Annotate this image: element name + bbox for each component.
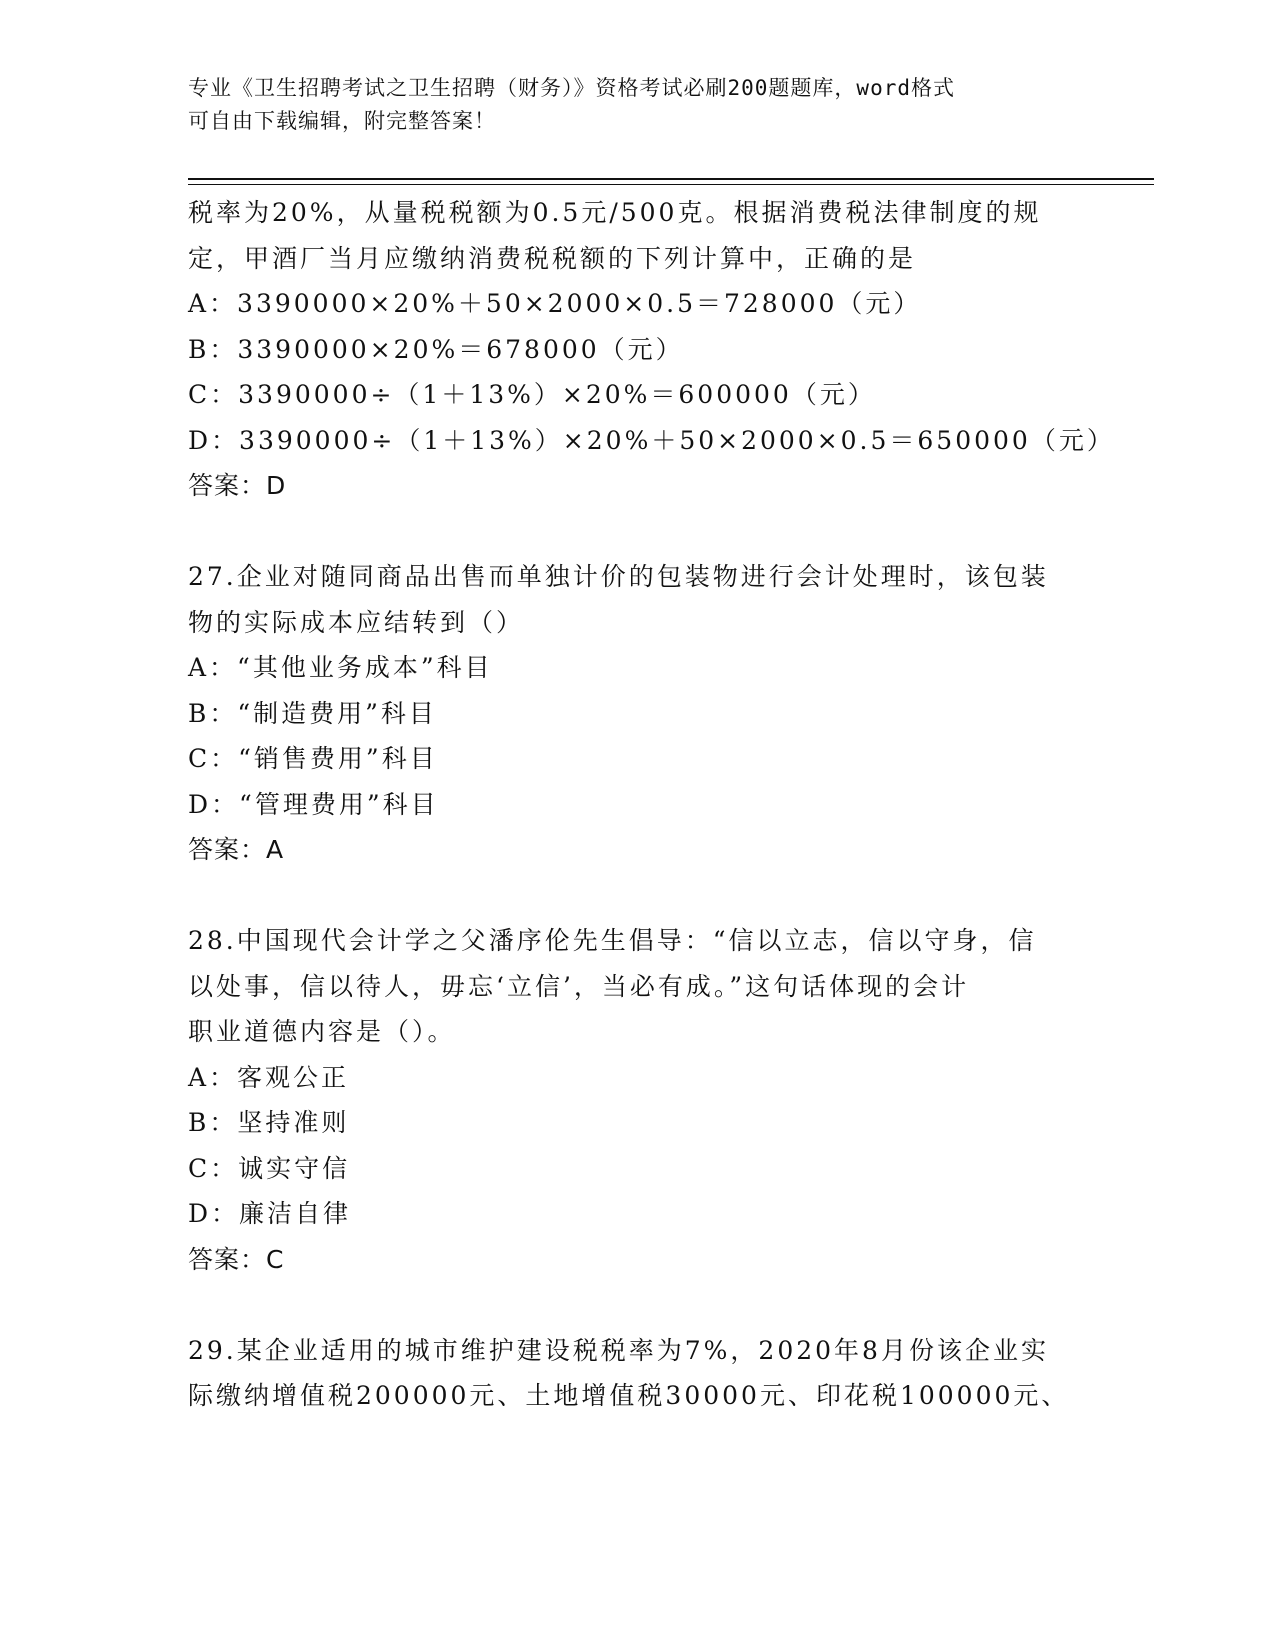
answer-line: 答案：A <box>188 835 285 864</box>
answer-line: 答案：D <box>188 471 287 500</box>
question-text-line: 27.企业对随同商品出售而单独计价的包装物进行会计处理时，该包装 <box>188 562 1049 591</box>
option-a: A：“其他业务成本”科目 <box>188 653 493 682</box>
option-a: A：3390000×20%＋50×2000×0.5＝728000（元） <box>188 289 922 318</box>
option-c: C：3390000÷（1＋13%）×20%＝600000（元） <box>188 380 876 409</box>
question-28 <box>188 918 1088 1282</box>
spacer <box>188 873 1088 919</box>
question-text-line: 际缴纳增值税200000元、土地增值税30000元、印花税100000元、 <box>188 1381 1070 1410</box>
header-divider-thick <box>188 178 1154 180</box>
option-d: D：“管理费用”科目 <box>188 789 439 819</box>
option-a: A：客观公正 <box>188 1062 350 1092</box>
question-text-line: 物的实际成本应结转到（） <box>188 607 525 637</box>
header-title-line-2: 可自由下载编辑，附完整答案！ <box>188 109 496 133</box>
document-header <box>188 72 1068 138</box>
question-text-line: 职业道德内容是（）。 <box>188 1017 456 1046</box>
question-29 <box>188 1328 1088 1419</box>
question-text-line: 以处事，信以待人，毋忘‘立信’，当必有成。”这句话体现的会计 <box>188 971 970 1001</box>
question-27 <box>188 554 1088 873</box>
option-c: C：“销售费用”科目 <box>188 744 438 773</box>
option-c: C：诚实守信 <box>188 1153 351 1183</box>
question-text-line: 税率为20%，从量税税额为0.5元/500克。根据消费税法律制度的规 <box>188 198 1042 227</box>
option-d: D：3390000÷（1＋13%）×20%＋50×2000×0.5＝650000（元） <box>188 425 1115 455</box>
option-b: B：坚持准则 <box>188 1108 350 1137</box>
question-text-line: 28.中国现代会计学之父潘序伦先生倡导：“信以立志，信以守身，信 <box>188 926 1037 955</box>
question-26 <box>188 190 1115 509</box>
option-d: D：廉洁自律 <box>188 1199 352 1228</box>
spacer <box>188 1282 1088 1328</box>
answer-line: 答案：C <box>188 1244 285 1274</box>
header-title-line-1: 专业《卫生招聘考试之卫生招聘（财务）》资格考试必刷200题题库，word格式 <box>188 76 955 100</box>
question-text-line: 定，甲酒厂当月应缴纳消费税税额的下列计算中，正确的是 <box>188 243 917 273</box>
question-text-line: 29.某企业适用的城市维护建设税税率为7%，2020年8月份该企业实 <box>188 1335 1049 1365</box>
question-content <box>188 190 1115 1419</box>
spacer <box>188 509 1088 555</box>
header-divider-thin <box>188 184 1154 185</box>
option-b: B：“制造费用”科目 <box>188 698 437 728</box>
option-b: B：3390000×20%＝678000（元） <box>188 334 684 364</box>
